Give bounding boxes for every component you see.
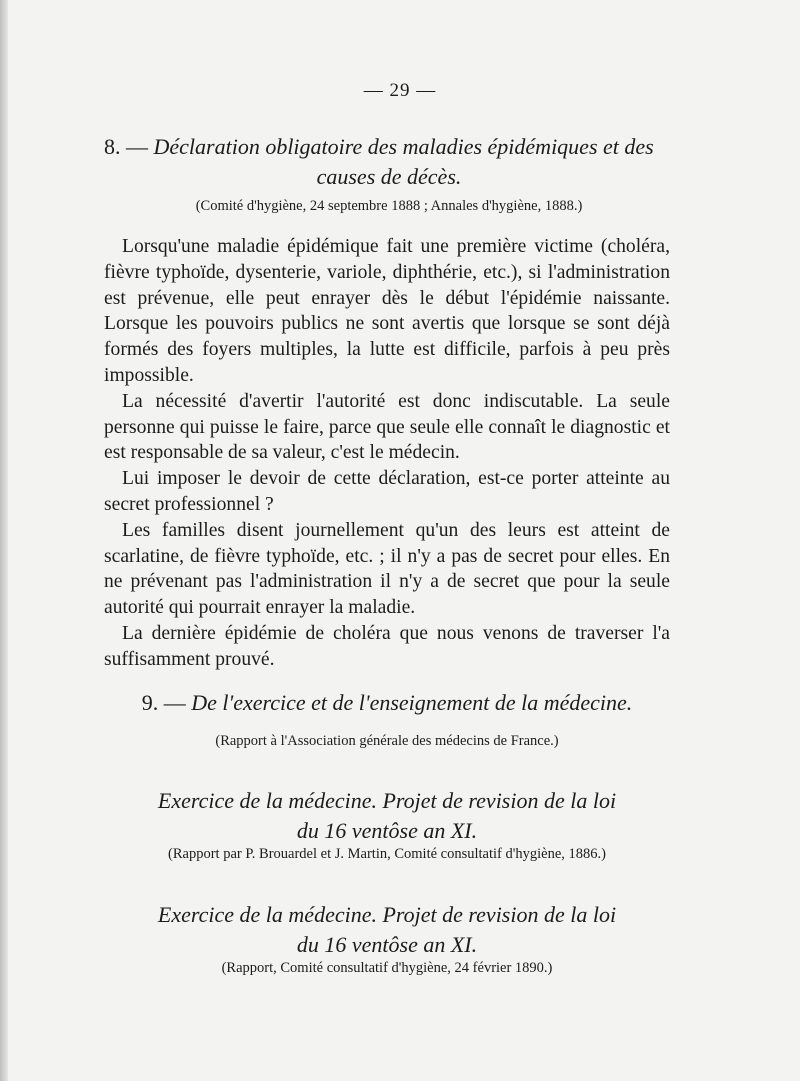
subsection-1-line1: Exercice de la médecine. Projet de revision de la loi [157,788,617,813]
subsection-2-heading [104,900,670,960]
section-8-reference: (Comité d'hygiène, 24 septembre 1888 ; Annales d'hygiène, 1888.) [195,198,583,214]
page-number: — 29 — [363,80,437,101]
paragraph: Lui imposer le devoir de cette déclaration, est-ce porter atteinte au secret professionnel ? [104,468,670,515]
section-8-title-line1: Déclaration obligatoire des maladies épidémiques et des [153,134,654,159]
subsection-2-line2: du 16 ventôse an XI. [296,932,478,957]
subsection-2-line1: Exercice de la médecine. Projet de revision de la loi [157,902,617,927]
subsection-1-line2: du 16 ventôse an XI. [296,818,478,843]
section-8-body [104,234,670,673]
section-9-title: De l'exercice et de l'enseignement de la médecine. [191,690,633,715]
paragraph: Les familles disent journellement qu'un des leurs est atteint de scarlatine, de fièvre typhoïde, etc. ; il n'y a pas de secret pour elles. En ne prévenant pas l'administration il n'y a de secret que pour la seule autorité qui pourrait enrayer la maladie. [104,519,670,619]
page-gutter-shadow [0,0,8,1081]
section-8-title-line2: causes de décès. [316,164,462,189]
paragraph: La dernière épidémie de choléra que nous venons de traverser l'a suffisamment prouvé. [104,622,670,670]
section-9-heading [104,690,670,716]
section-8-heading [104,132,674,192]
paragraph: Lorsqu'une maladie épidémique fait une première victime (choléra, fièvre typhoïde, dysenterie, variole, diphthérie, etc.), si l'administration est prévenue, elle peut enrayer dès le début l'épidémie naissante. Lorsque les pouvoirs publics ne sont avertis que lorsque se sont déjà formés des foyers multiples, la lutte est difficile, parfois à peu près impossible. [104,236,670,386]
section-9-number: 9. — [141,690,186,715]
section-9-reference: (Rapport à l'Association générale des médecins de France.) [215,733,559,749]
subsection-1-reference: (Rapport par P. Brouardel et J. Martin, Comité consultatif d'hygiène, 1886.) [168,846,606,862]
paragraph: La nécessité d'avertir l'autorité est donc indiscutable. La seule personne qui puisse le faire, parce que seule elle connaît le diagnostic et est responsable de sa valeur, c'est le médecin. [104,390,670,464]
subsection-2-reference: (Rapport, Comité consultatif d'hygiène, 24 février 1890.) [221,960,553,976]
subsection-1-heading [104,786,670,846]
section-8-number: 8. — [104,134,148,159]
